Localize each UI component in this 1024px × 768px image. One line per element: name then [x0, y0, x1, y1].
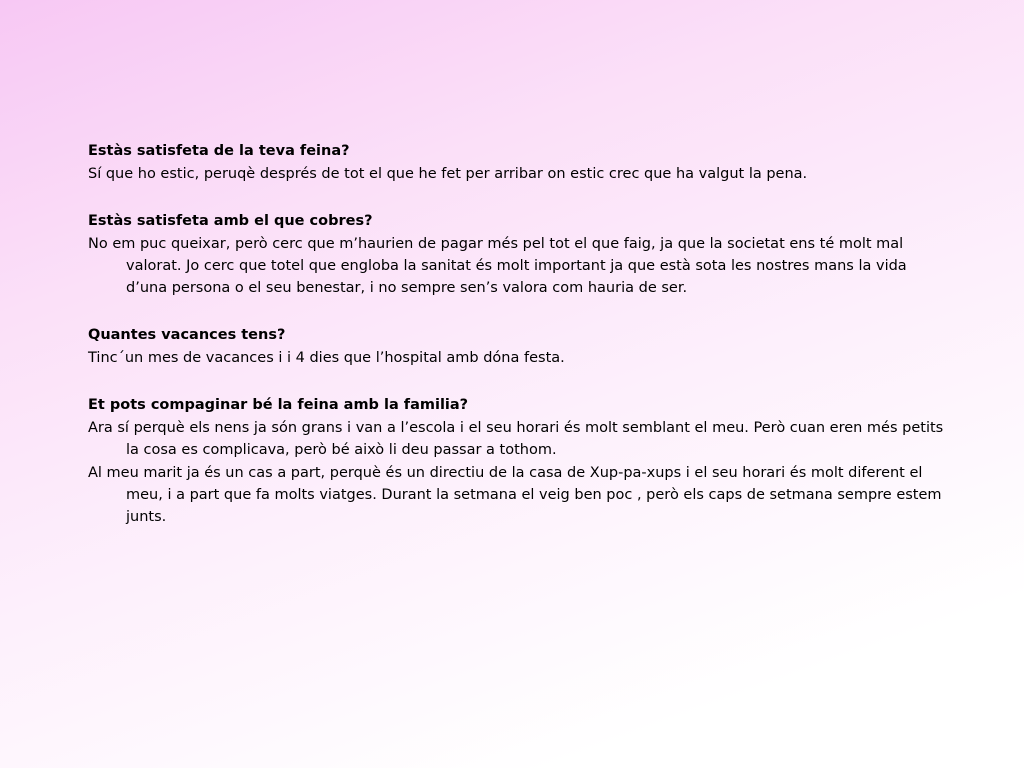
qa-block — [88, 210, 948, 299]
qa-block — [88, 140, 948, 185]
interview-text — [88, 140, 948, 553]
qa-block — [88, 324, 948, 369]
answer: Ara sí perquè els nens ja són grans i van a l’escola i el seu horari és molt semblant el meu. Però cuan eren més petits la cosa es complicava, però bé això li deu passar a tothom. — [88, 420, 944, 458]
answer: No em puc queixar, però cerc que m’haurien de pagar més pel tot el que faig, ja que la societat ens té molt mal valorat. Jo cerc que totel que engloba la sanitat és molt important ja que està sota les nostres mans la vida d’una persona o el seu benestar, i no sempre sen’s valora com hauria de ser. — [88, 236, 907, 296]
question: Estàs satisfeta de la teva feina? — [88, 143, 350, 159]
answer: Tinc´un mes de vacances i i 4 dies que l’hospital amb dóna festa. — [88, 350, 565, 366]
qa-block — [88, 394, 948, 528]
question: Estàs satisfeta amb el que cobres? — [88, 213, 373, 229]
question: Et pots compaginar bé la feina amb la familia? — [88, 397, 469, 413]
answer: Sí que ho estic, peruqè després de tot el que he fet per arribar on estic crec que ha valgut la pena. — [88, 166, 808, 182]
question: Quantes vacances tens? — [88, 327, 286, 343]
answer: Al meu marit ja és un cas a part, perquè és un directiu de la casa de Xup-pa-xups i el seu horari és molt diferent el meu, i a part que fa molts viatges. Durant la setmana el veig ben poc , però els caps de setmana sempre estem junts. — [88, 465, 942, 525]
